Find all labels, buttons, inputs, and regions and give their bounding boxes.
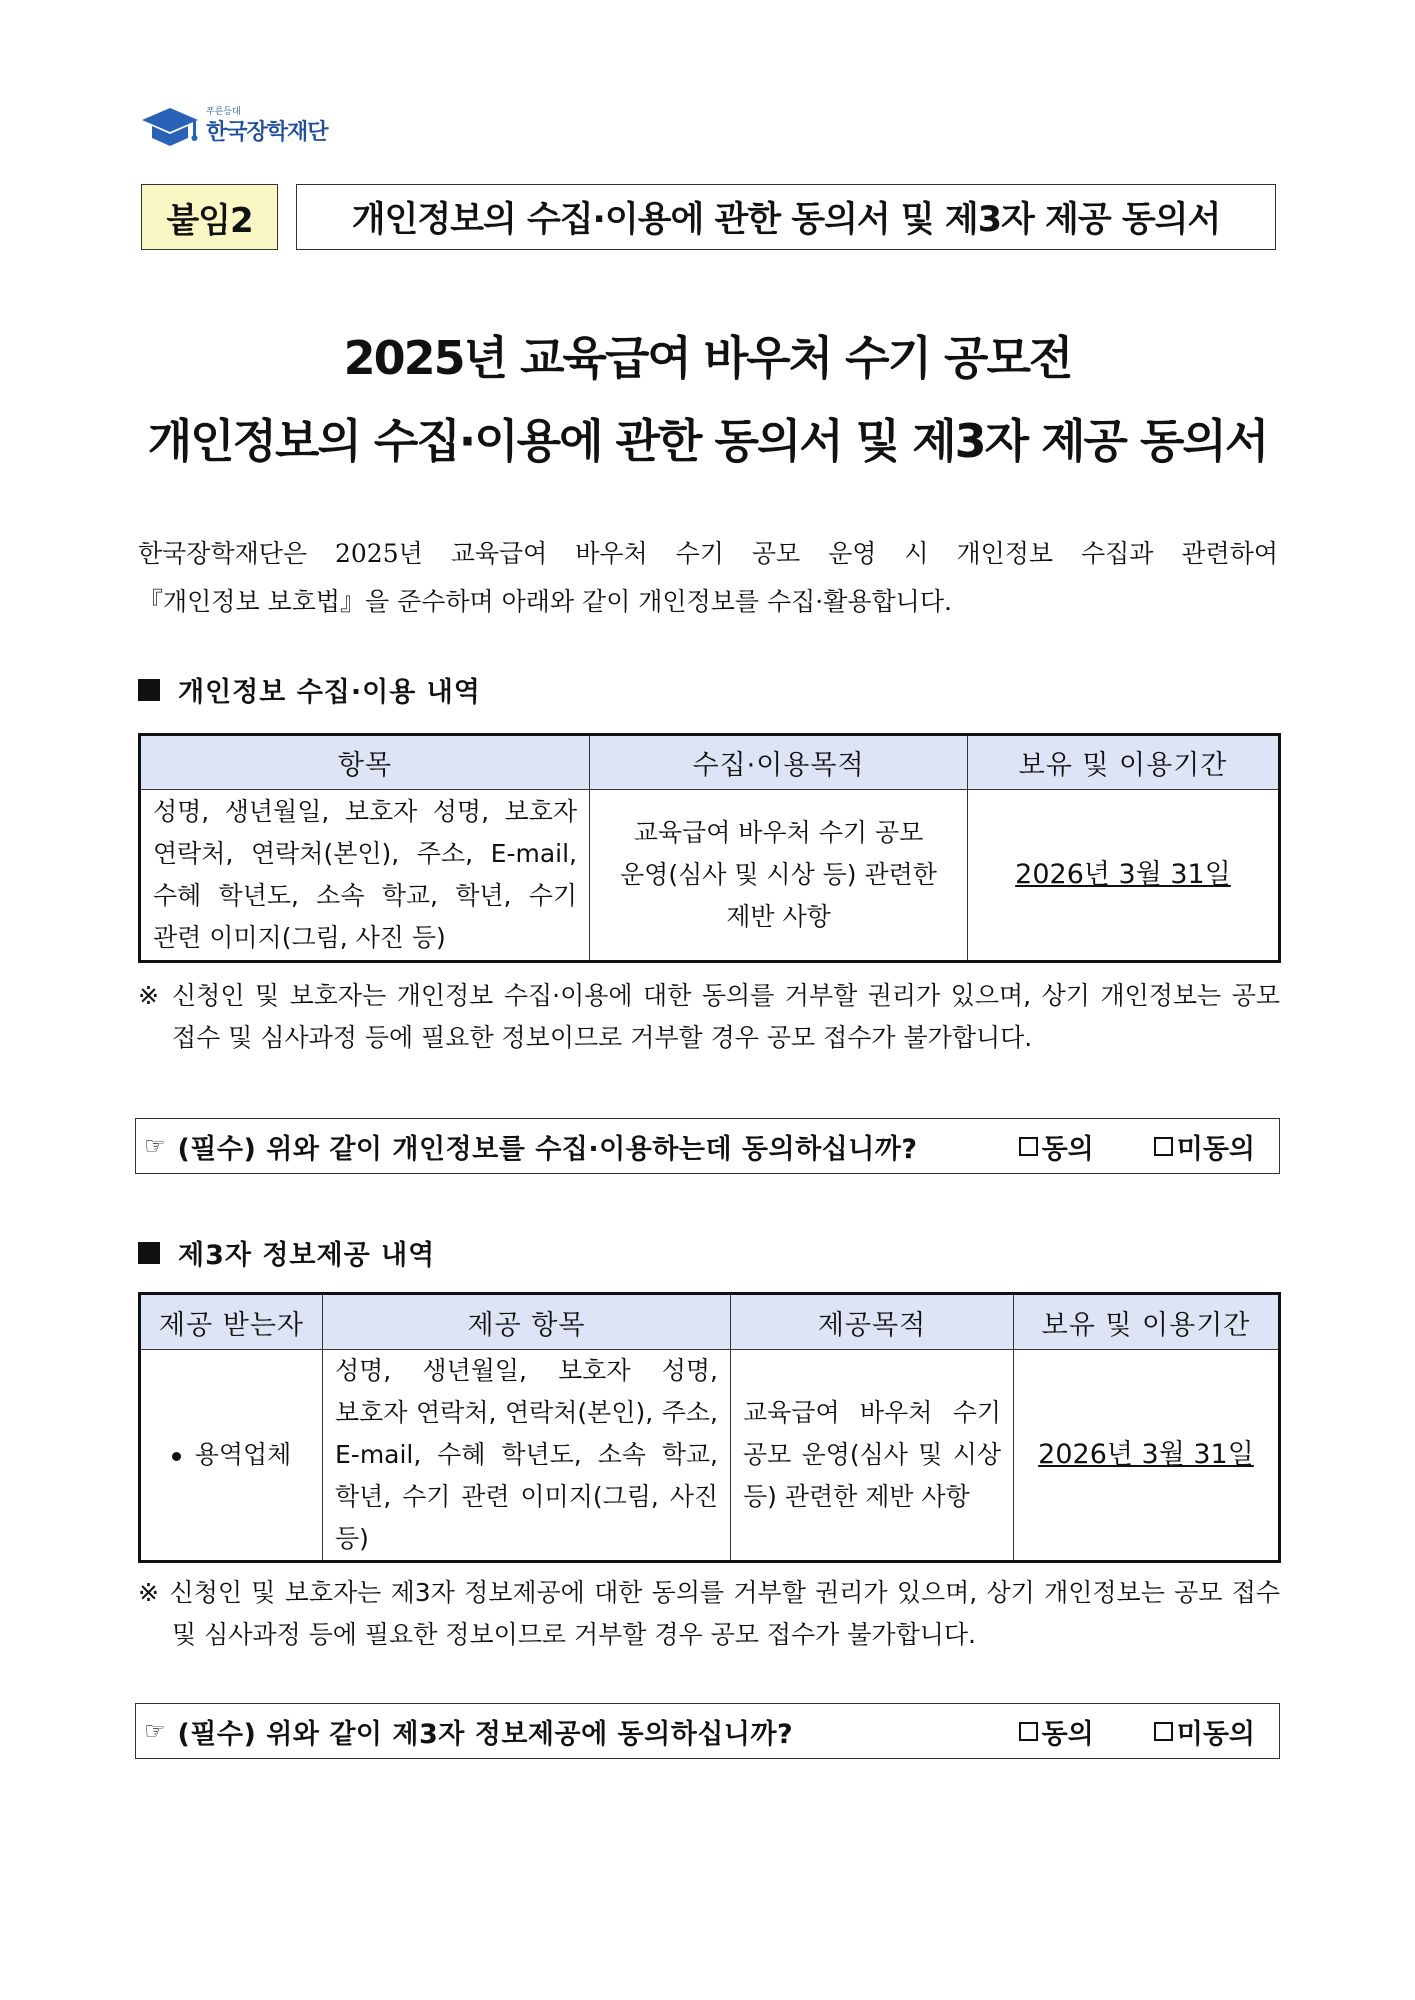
note-line: ※ 신청인 및 보호자는 제3자 정보제공에 대한 동의를 거부할 권리가 있으며, 상기 개인정보는 공모 접수 [138,1578,1280,1607]
item-line: E-mail, 수혜 학년도, 소속 학교, [335,1440,718,1469]
logo-name: 한국장학재단 [206,120,328,145]
intro-line: 한국장학재단은 2025년 교육급여 바우처 수기 공모 운영 시 개인정보 수집과 관련하여 [138,539,1278,568]
pointing-hand-icon: ☞ [144,1717,166,1745]
disagree-checkbox[interactable] [1154,1722,1173,1741]
pointing-hand-icon: ☞ [144,1132,166,1160]
retention-date: 2026년 3월 31일 [1015,859,1231,890]
purpose-line: 교육급여 바우처 수기 공모 [633,818,924,847]
intro-line: 『개인정보 보호법』을 준수하며 아래와 같이 개인정보를 수집·활용합니다. [138,587,952,616]
section2-note [138,1572,1280,1656]
graduation-cap-icon [140,106,202,148]
purpose-line: 운영(심사 및 시상 등) 관련한 [620,860,937,889]
provided-items-cell [323,1350,731,1562]
logo-subtitle: 푸른등대 [206,107,241,117]
bullet-icon [172,1452,181,1461]
table-header: 보유 및 이용기간 [968,735,1280,790]
table-header: 항목 [140,735,590,790]
collection-use-table [138,733,1281,963]
table-header: 제공 받는자 [140,1294,323,1350]
section2-heading [138,1233,435,1272]
provision-purpose-cell [731,1350,1014,1562]
section1-consent-box [135,1118,1280,1174]
note-line: ※ 신청인 및 보호자는 개인정보 수집·이용에 대한 동의를 거부할 권리가 있으며, 상기 개인정보는 공모 [138,981,1280,1010]
disagree-option[interactable] [1154,1712,1255,1751]
square-bullet-icon [138,1242,160,1264]
attachment-title: 개인정보의 수집·이용에 관한 동의서 및 제3자 제공 동의서 [296,184,1276,250]
section1-note [138,975,1280,1059]
disagree-label: 미동의 [1176,1133,1255,1165]
item-line: 수혜 학년도, 소속 학교, 학년, 수기 [153,881,577,910]
section1-heading-text: 개인정보 수집·이용 내역 [178,677,481,708]
consent-question: (필수) 위와 같이 제3자 정보제공에 동의하십니까? [177,1718,794,1750]
attachment-tag: 붙임2 [141,184,278,250]
table-header: 제공 항목 [323,1294,731,1350]
page-title-line2: 개인정보의 수집·이용에 관한 동의서 및 제3자 제공 동의서 [147,414,1268,468]
note-line: 접수 및 심사과정 등에 필요한 정보이므로 거부할 경우 공모 접수가 불가합니다. [172,1023,1033,1052]
agree-label: 동의 [1041,1718,1094,1750]
page-title-line1: 2025년 교육급여 바우처 수기 공모전 [343,331,1072,385]
disagree-checkbox[interactable] [1154,1137,1173,1156]
table-header: 보유 및 이용기간 [1014,1294,1280,1350]
purpose-line: 공모 운영(심사 및 시상 [743,1440,1001,1469]
purpose-line: 교육급여 바우처 수기 [743,1398,1001,1427]
item-line: 성명, 생년월일, 보호자 성명, 보호자 [153,797,577,826]
retention-period-cell [968,790,1280,962]
intro-paragraph [138,530,1278,626]
disagree-label: 미동의 [1176,1718,1255,1750]
purpose-cell [590,790,968,962]
section2-heading-text: 제3자 정보제공 내역 [178,1240,436,1271]
note-line: 및 심사과정 등에 필요한 정보이므로 거부할 경우 공모 접수가 불가합니다. [172,1620,976,1649]
recipient-name: 용역업체 [194,1440,292,1469]
agree-checkbox[interactable] [1019,1137,1038,1156]
third-party-table [138,1292,1281,1563]
agree-label: 동의 [1041,1133,1094,1165]
item-line: 보호자 연락처, 연락처(본인), 주소, [335,1398,718,1427]
table-header: 수집·이용목적 [590,735,968,790]
retention-date: 2026년 3월 31일 [1038,1439,1254,1470]
purpose-line: 등) 관련한 제반 사항 [743,1482,970,1511]
table-header: 제공목적 [731,1294,1014,1350]
item-line: 학년, 수기 관련 이미지(그림, 사진 등) [335,1482,718,1553]
consent-question: (필수) 위와 같이 개인정보를 수집·이용하는데 동의하십니까? [177,1133,918,1165]
item-line: 연락처, 연락처(본인), 주소, E-mail, [153,839,577,868]
recipient-cell [140,1350,323,1562]
section2-consent-box [135,1703,1280,1759]
item-line: 성명, 생년월일, 보호자 성명, [335,1356,718,1385]
agree-checkbox[interactable] [1019,1722,1038,1741]
agree-option[interactable] [1019,1712,1094,1751]
retention-period-cell [1014,1350,1280,1562]
item-line: 관련 이미지(그림, 사진 등) [153,923,446,952]
agree-option[interactable] [1019,1127,1094,1166]
collected-items-cell [140,790,590,962]
foundation-logo [140,102,350,152]
disagree-option[interactable] [1154,1127,1255,1166]
purpose-line: 제반 사항 [726,902,831,931]
square-bullet-icon [138,679,160,701]
section1-heading [138,670,481,709]
